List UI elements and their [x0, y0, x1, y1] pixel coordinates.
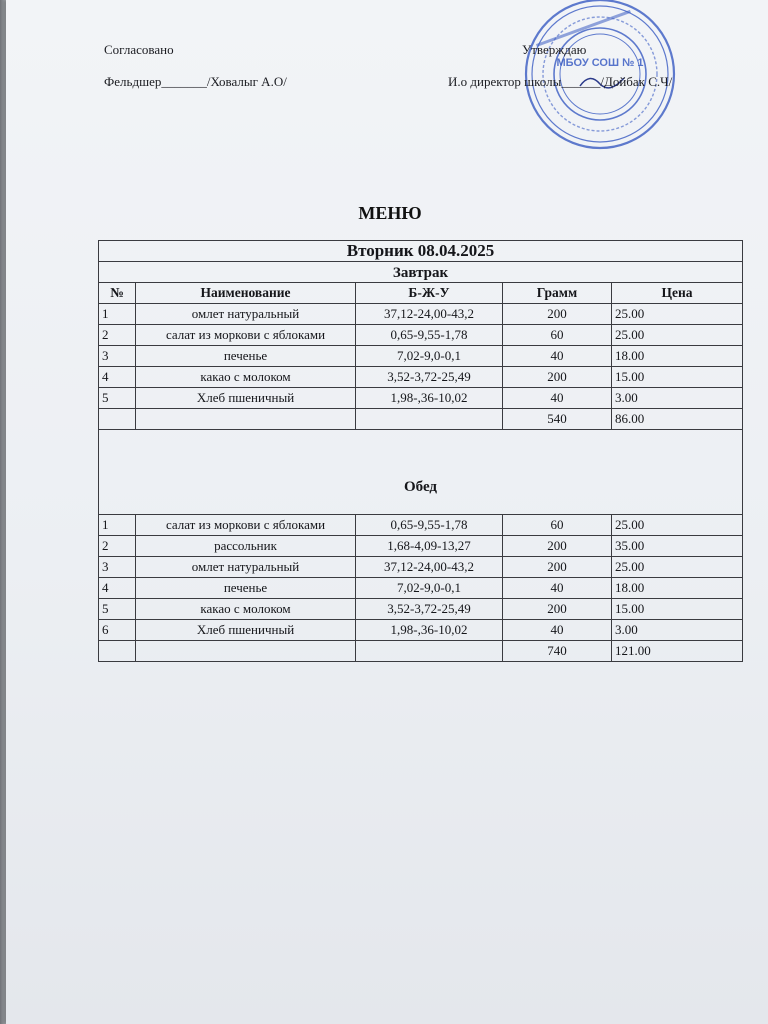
col-header-number: № [99, 283, 136, 304]
empty-cell [99, 409, 136, 430]
dish-bju: 3,52-3,72-25,49 [356, 599, 503, 620]
breakfast-total-row [99, 409, 743, 430]
dish-price: 15.00 [612, 367, 743, 388]
col-header-price: Цена [612, 283, 743, 304]
dish-name: Хлеб пшеничный [136, 620, 356, 641]
dish-bju: 1,98-,36-10,02 [356, 620, 503, 641]
document-page [6, 0, 768, 1024]
dish-price: 35.00 [612, 536, 743, 557]
lunch-total-row [99, 641, 743, 662]
total-price: 121.00 [612, 641, 743, 662]
dish-name: какао с молоком [136, 367, 356, 388]
table-row [99, 388, 743, 409]
dish-name: салат из моркови с яблоками [136, 325, 356, 346]
dish-bju: 7,02-9,0-0,1 [356, 578, 503, 599]
dish-bju: 37,12-24,00-43,2 [356, 304, 503, 325]
director-signature-line: И.о директор школы______/Дойбак С.Ч/ [448, 74, 673, 89]
menu-table [98, 240, 743, 662]
col-header-name: Наименование [136, 283, 356, 304]
dish-gram: 40 [503, 346, 612, 367]
stamp-text: МБОУ СОШ № 1 [556, 57, 644, 69]
col-header-gram: Грамм [503, 283, 612, 304]
breakfast-section-row [99, 262, 743, 283]
dish-name: печенье [136, 578, 356, 599]
empty-cell [136, 641, 356, 662]
dish-name: салат из моркови с яблоками [136, 515, 356, 536]
table-row [99, 578, 743, 599]
table-row [99, 367, 743, 388]
column-header-row [99, 283, 743, 304]
dish-gram: 200 [503, 367, 612, 388]
row-number: 5 [99, 388, 136, 409]
dish-bju: 0,65-9,55-1,78 [356, 325, 503, 346]
dish-gram: 200 [503, 304, 612, 325]
table-row [99, 536, 743, 557]
approved-label-right: Утверждаю [522, 42, 587, 57]
dish-price: 25.00 [612, 515, 743, 536]
empty-cell [356, 409, 503, 430]
dish-gram: 40 [503, 578, 612, 599]
day-header-row [99, 241, 743, 262]
dish-name: омлет натуральный [136, 557, 356, 578]
table-row [99, 325, 743, 346]
page-title: МЕНЮ [358, 203, 422, 223]
dish-price: 25.00 [612, 325, 743, 346]
dish-gram: 40 [503, 388, 612, 409]
row-number: 4 [99, 578, 136, 599]
dish-name: омлет натуральный [136, 304, 356, 325]
lunch-section-row [99, 430, 743, 515]
dish-price: 25.00 [612, 304, 743, 325]
table-row [99, 346, 743, 367]
table-row [99, 515, 743, 536]
dish-bju: 7,02-9,0-0,1 [356, 346, 503, 367]
dish-price: 18.00 [612, 346, 743, 367]
empty-cell [356, 641, 503, 662]
dish-price: 15.00 [612, 599, 743, 620]
row-number: 5 [99, 599, 136, 620]
dish-gram: 40 [503, 620, 612, 641]
empty-cell [136, 409, 356, 430]
dish-price: 3.00 [612, 620, 743, 641]
dish-name: Хлеб пшеничный [136, 388, 356, 409]
col-header-bju: Б-Ж-У [356, 283, 503, 304]
dish-bju: 3,52-3,72-25,49 [356, 367, 503, 388]
dish-gram: 200 [503, 536, 612, 557]
total-gram: 740 [503, 641, 612, 662]
table-row [99, 557, 743, 578]
dish-price: 3.00 [612, 388, 743, 409]
row-number: 2 [99, 325, 136, 346]
dish-bju: 0,65-9,55-1,78 [356, 515, 503, 536]
total-price: 86.00 [612, 409, 743, 430]
day-label: Вторник 08.04.2025 [99, 241, 743, 262]
row-number: 1 [99, 304, 136, 325]
lunch-label: Обед [99, 430, 743, 515]
dish-bju: 1,98-,36-10,02 [356, 388, 503, 409]
approved-label-left: Согласовано [104, 42, 174, 57]
row-number: 6 [99, 620, 136, 641]
dish-bju: 1,68-4,09-13,27 [356, 536, 503, 557]
total-gram: 540 [503, 409, 612, 430]
table-row [99, 304, 743, 325]
dish-name: печенье [136, 346, 356, 367]
row-number: 2 [99, 536, 136, 557]
empty-cell [99, 641, 136, 662]
dish-price: 25.00 [612, 557, 743, 578]
row-number: 3 [99, 557, 136, 578]
dish-price: 18.00 [612, 578, 743, 599]
row-number: 1 [99, 515, 136, 536]
table-row [99, 599, 743, 620]
row-number: 3 [99, 346, 136, 367]
dish-gram: 60 [503, 325, 612, 346]
dish-bju: 37,12-24,00-43,2 [356, 557, 503, 578]
dish-gram: 60 [503, 515, 612, 536]
breakfast-label: Завтрак [99, 262, 743, 283]
dish-gram: 200 [503, 599, 612, 620]
dish-gram: 200 [503, 557, 612, 578]
dish-name: рассольник [136, 536, 356, 557]
table-row [99, 620, 743, 641]
dish-name: какао с молоком [136, 599, 356, 620]
medic-signature-line: Фельдшер_______/Ховалыг А.О/ [104, 74, 287, 89]
row-number: 4 [99, 367, 136, 388]
